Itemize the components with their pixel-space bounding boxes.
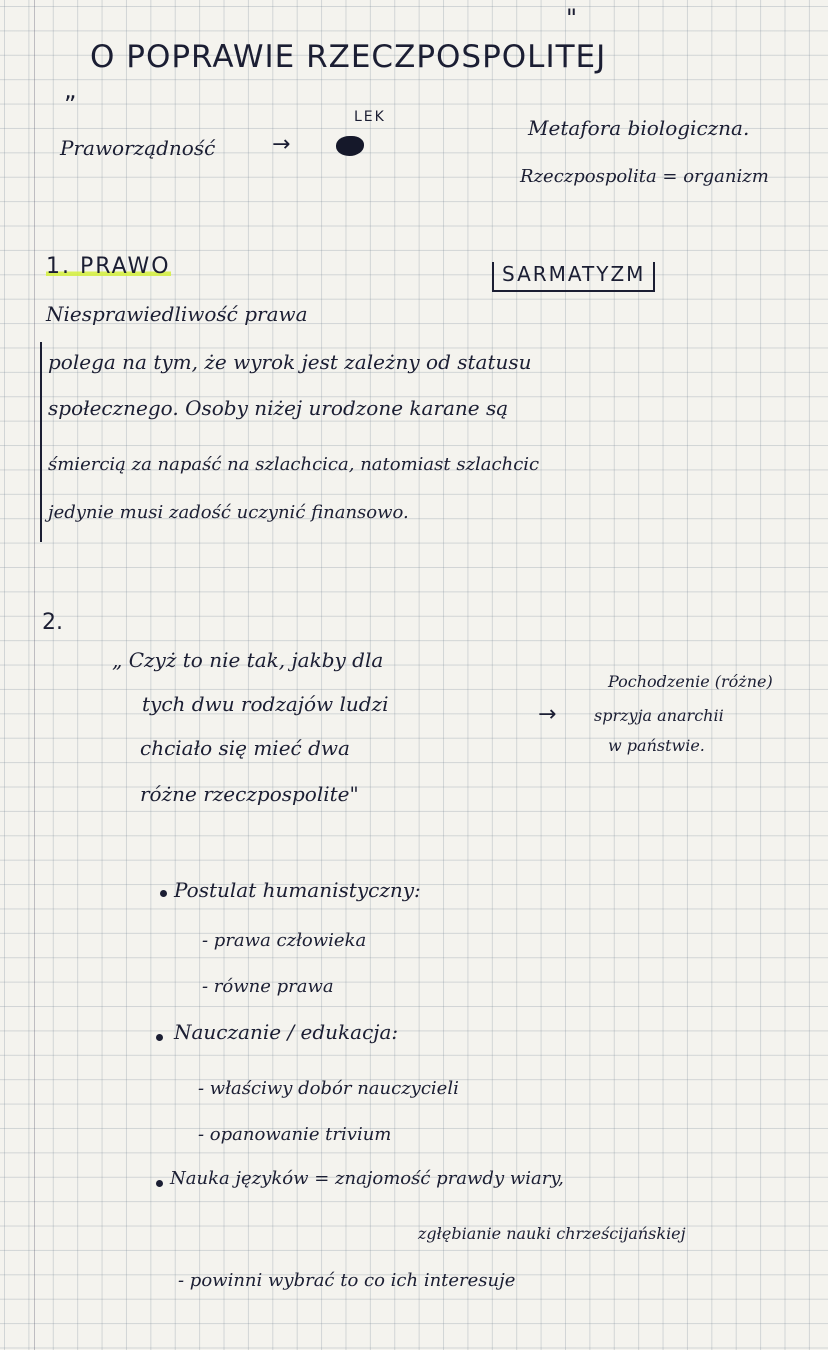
praworzadnosc-word: Praworządność [60, 136, 216, 160]
section1-bracket [40, 342, 43, 542]
sarmatyzm-badge: SARMATYZM [492, 262, 655, 292]
section1-subheading: Niesprawiedliwość prawa [46, 302, 308, 326]
section1-line: jedynie musi zadość uczynić finansowo. [48, 502, 409, 523]
section1-heading: 1. PRAWO [46, 254, 171, 279]
bullet-label: Nauka języków = znajomość prawdy wiary, [170, 1168, 564, 1189]
bullet-label: Nauczanie / edukacja: [174, 1020, 399, 1044]
bullet-dot [160, 890, 167, 897]
bullet-sub: zgłębianie nauki chrześcijańskiej [418, 1224, 686, 1243]
bullet-sub: - prawa człowieka [202, 930, 367, 951]
section2-number: 2. [42, 610, 63, 635]
side-note-line: sprzyja anarchii [594, 706, 724, 725]
bullet-sub: - właściwy dobór nauczycieli [198, 1078, 459, 1099]
quote-line: chciało się mieć dwa [140, 736, 350, 760]
section1-line: śmiercią za napaść na szlachcica, natomiast szlachcic [48, 454, 540, 475]
bullet-dot [156, 1034, 163, 1041]
title-open-quote: „ [64, 76, 78, 104]
bullet-label: Postulat humanistyczny: [174, 878, 421, 902]
section1-line: polega na tym, że wyrok jest zależny od statusu [48, 350, 532, 374]
title-close-quote: " [566, 4, 579, 32]
arrow-to-lek: → [272, 132, 291, 157]
arrow-to-note: → [538, 702, 557, 727]
side-note-line: w państwie. [608, 736, 705, 755]
pill-drawing-icon [336, 136, 364, 156]
notebook-margin-line [34, 0, 35, 1350]
page-title: O POPRAWIE RZECZPOSPOLITEJ [90, 39, 607, 75]
bullet-sub: - opanowanie trivium [198, 1124, 392, 1145]
bullet-sub: - powinni wybrać to co ich interesuje [178, 1270, 516, 1291]
side-note-line: Pochodzenie (różne) [608, 672, 773, 691]
quote-line: „ Czyż to nie tak, jakby dla [112, 648, 384, 672]
quote-line: różne rzeczpospolite" [140, 782, 359, 806]
section1-line: społecznego. Osoby niżej urodzone karane są [48, 396, 509, 420]
bullet-dot [156, 1180, 163, 1187]
metaphor-line1: Metafora biologiczna. [528, 116, 750, 140]
metaphor-line2: Rzeczpospolita = organizm [520, 166, 769, 187]
bullet-sub: - równe prawa [202, 976, 334, 997]
lek-label: LEK [354, 109, 386, 125]
quote-line: tych dwu rodzajów ludzi [142, 692, 389, 716]
